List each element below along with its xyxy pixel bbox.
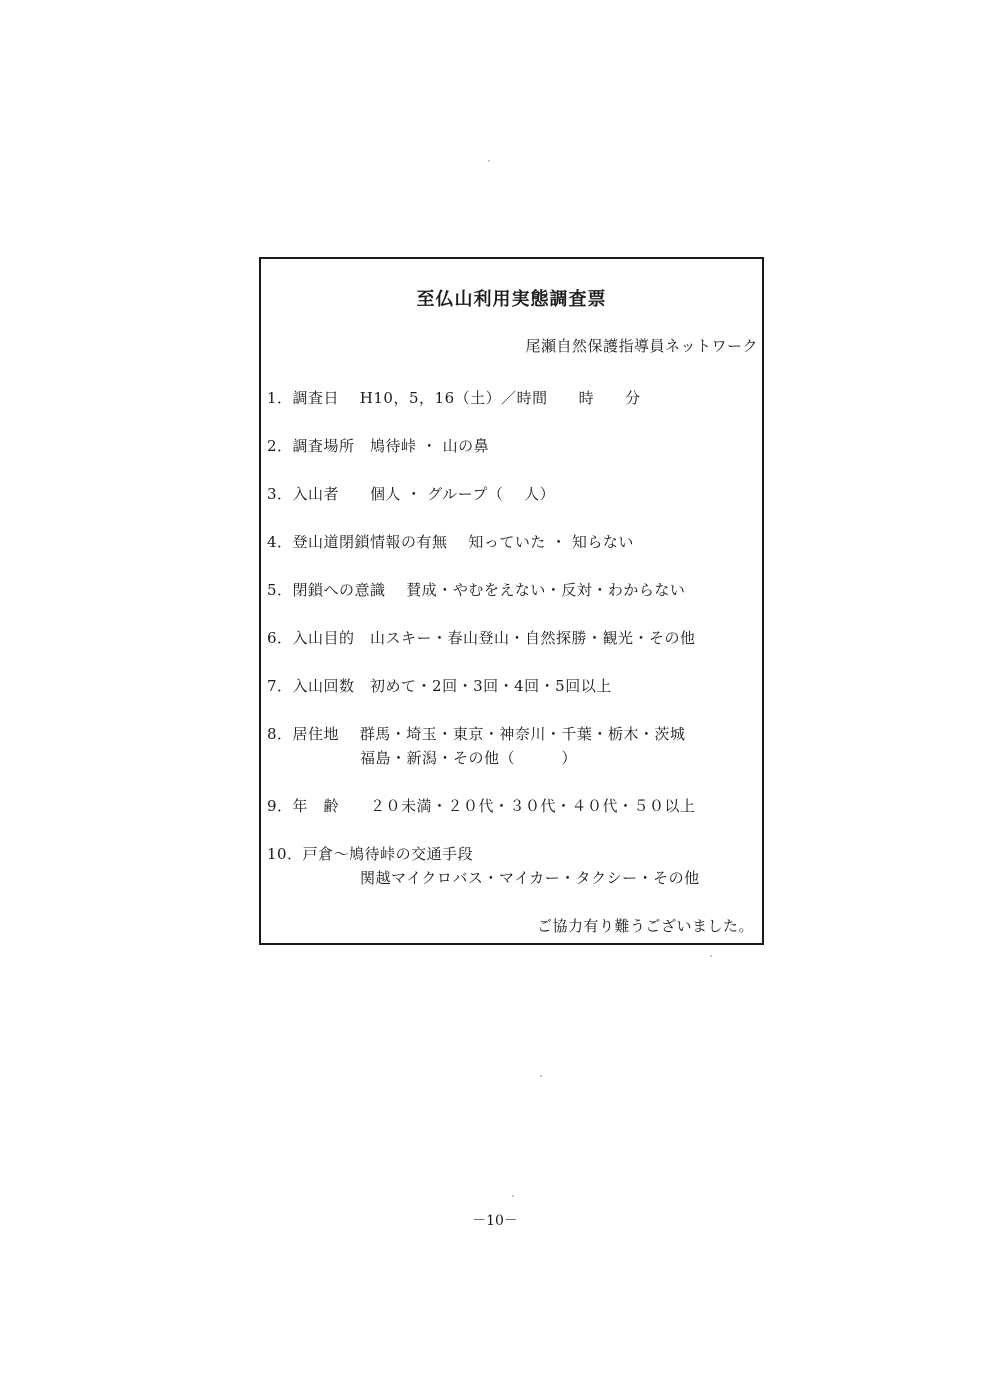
item-closure-opinion: 5．閉鎖への意識 賛成・やむをえない・反対・わからない bbox=[267, 581, 686, 599]
item-residence: 8．居住地 群馬・埼玉・東京・神奈川・千葉・栃木・茨城 bbox=[267, 725, 686, 743]
item-transport: 10．戸倉～鳩待峠の交通手段 bbox=[267, 845, 474, 863]
page-number: －10－ bbox=[472, 1213, 518, 1229]
scan-speck bbox=[540, 1075, 542, 1077]
item-residence-continued: 福島・新潟・その他（ ） bbox=[267, 749, 578, 767]
form-title: 至仏山利用実態調査票 bbox=[416, 289, 607, 310]
organization-name: 尾瀬自然保護指導員ネットワーク bbox=[525, 337, 758, 355]
item-age: 9．年 齢 ２０未満・２０代・３０代・４０代・５０以上 bbox=[267, 797, 696, 815]
item-purpose: 6．入山目的 山スキー・春山登山・自然探勝・観光・その他 bbox=[267, 629, 696, 647]
item-survey-date: 1．調査日 H10，5，16（土）／時間 時 分 bbox=[267, 389, 641, 407]
survey-form bbox=[259, 257, 764, 945]
item-visitor-type: 3．入山者 個人 ・ グループ（ 人） bbox=[267, 485, 556, 503]
item-survey-location: 2．調査場所 鳩待峠 ・ 山の鼻 bbox=[267, 437, 490, 455]
scan-speck bbox=[512, 1195, 514, 1197]
closing-thanks: ご協力有り難うございました。 bbox=[536, 917, 754, 935]
item-closure-awareness: 4．登山道閉鎖情報の有無 知っていた ・ 知らない bbox=[267, 533, 634, 551]
scan-speck bbox=[488, 160, 490, 162]
item-visit-count: 7．入山回数 初めて・2回・3回・4回・5回以上 bbox=[267, 677, 612, 695]
scan-speck bbox=[710, 955, 712, 957]
item-transport-options: 関越マイクロバス・マイカー・タクシー・その他 bbox=[267, 869, 700, 887]
